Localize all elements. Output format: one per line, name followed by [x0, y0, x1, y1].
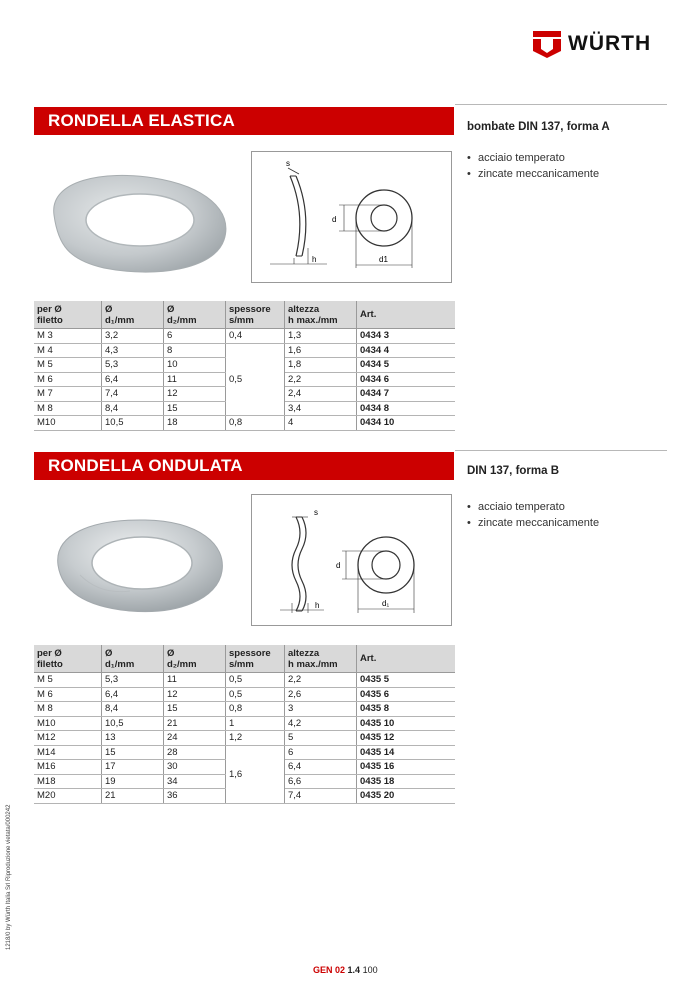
label-d1: d₁ — [382, 599, 390, 608]
list-item: • zincate meccanicamente — [467, 168, 600, 180]
wave-washer-photo — [50, 505, 230, 620]
table-row: M 6 6,4 12 0,5 2,6 0435 6 — [34, 687, 455, 702]
table-row: M 3 3,2 6 0,4 1,3 0434 3 — [34, 329, 455, 344]
col-header: Ø d₁/mm — [102, 645, 164, 673]
list-item: • acciaio temperato — [467, 152, 565, 164]
col-header: per Ø filetto — [34, 301, 102, 329]
copyright-note: 1218/0 by Würth Italia Srl Riproduzione vietata/000242 — [6, 804, 12, 950]
col-header: Ø d₁/mm — [102, 301, 164, 329]
table-row: M 8 8,4 15 3,4 0434 8 — [34, 401, 455, 416]
section-subtitle: bombate DIN 137, forma A — [467, 121, 610, 133]
col-header: per Ø filetto — [34, 645, 102, 673]
table-row: M 4 4,3 8 0,5 1,6 0434 4 — [34, 343, 455, 358]
divider — [455, 104, 667, 105]
catalog-code: GEN 02 — [313, 965, 346, 975]
label-h: h — [312, 255, 317, 264]
list-item: • acciaio temperato — [467, 501, 565, 513]
col-header: spessore s/mm — [226, 301, 285, 329]
label-d: d — [336, 561, 341, 570]
page-footer — [313, 965, 378, 975]
spec-table-elastica — [34, 301, 455, 431]
col-header: Ø d₂/mm — [164, 645, 226, 673]
section-title-ondulata: RONDELLA ONDULATA — [34, 452, 454, 480]
table-row: M 5 5,3 11 0,5 2,2 0435 5 — [34, 673, 455, 688]
col-header: Art. — [357, 301, 456, 329]
spring-washer-photo — [44, 160, 234, 280]
section-title-elastica: RONDELLA ELASTICA — [34, 107, 454, 135]
label-d1: d1 — [379, 255, 388, 264]
divider — [455, 450, 667, 451]
label-h: h — [315, 601, 320, 610]
col-header: Ø d₂/mm — [164, 301, 226, 329]
table-row: M12 13 24 1,2 5 0435 12 — [34, 731, 455, 746]
label-d: d — [332, 215, 337, 224]
wurth-logo — [532, 26, 672, 62]
label-s: s — [314, 508, 318, 517]
table-row: M18 19 34 6,6 0435 18 — [34, 774, 455, 789]
table-row: M 6 6,4 11 2,2 0434 6 — [34, 372, 455, 387]
section-subtitle: DIN 137, forma B — [467, 465, 560, 477]
page-number: 100 — [362, 965, 378, 975]
table-row: M 8 8,4 15 0,8 3 0435 8 — [34, 702, 455, 717]
wurth-emblem-icon — [532, 29, 562, 59]
table-row: M 5 5,3 10 1,8 0434 5 — [34, 358, 455, 373]
technical-drawing-a — [251, 151, 452, 283]
section-number: 1.4 — [347, 965, 361, 975]
table-row: M10 10,5 21 1 4,2 0435 10 — [34, 716, 455, 731]
col-header: spessore s/mm — [226, 645, 285, 673]
technical-drawing-b — [251, 494, 452, 626]
col-header: Art. — [357, 645, 456, 673]
table-row: M10 10,5 18 0,8 4 0434 10 — [34, 416, 455, 431]
label-s: s — [286, 159, 290, 168]
feature-list — [467, 150, 599, 182]
table-row: M 7 7,4 12 2,4 0434 7 — [34, 387, 455, 402]
table-row: M14 15 28 1,6 6 0435 14 — [34, 745, 455, 760]
brand-name: WÜRTH — [568, 32, 652, 55]
spec-table-ondulata — [34, 645, 455, 804]
col-header: altezza h max./mm — [285, 301, 357, 329]
table-row: M20 21 36 7,4 0435 20 — [34, 789, 455, 804]
table-row: M16 17 30 6,4 0435 16 — [34, 760, 455, 775]
feature-list — [467, 499, 599, 531]
list-item: • zincate meccanicamente — [467, 517, 600, 529]
col-header: altezza h max./mm — [285, 645, 357, 673]
